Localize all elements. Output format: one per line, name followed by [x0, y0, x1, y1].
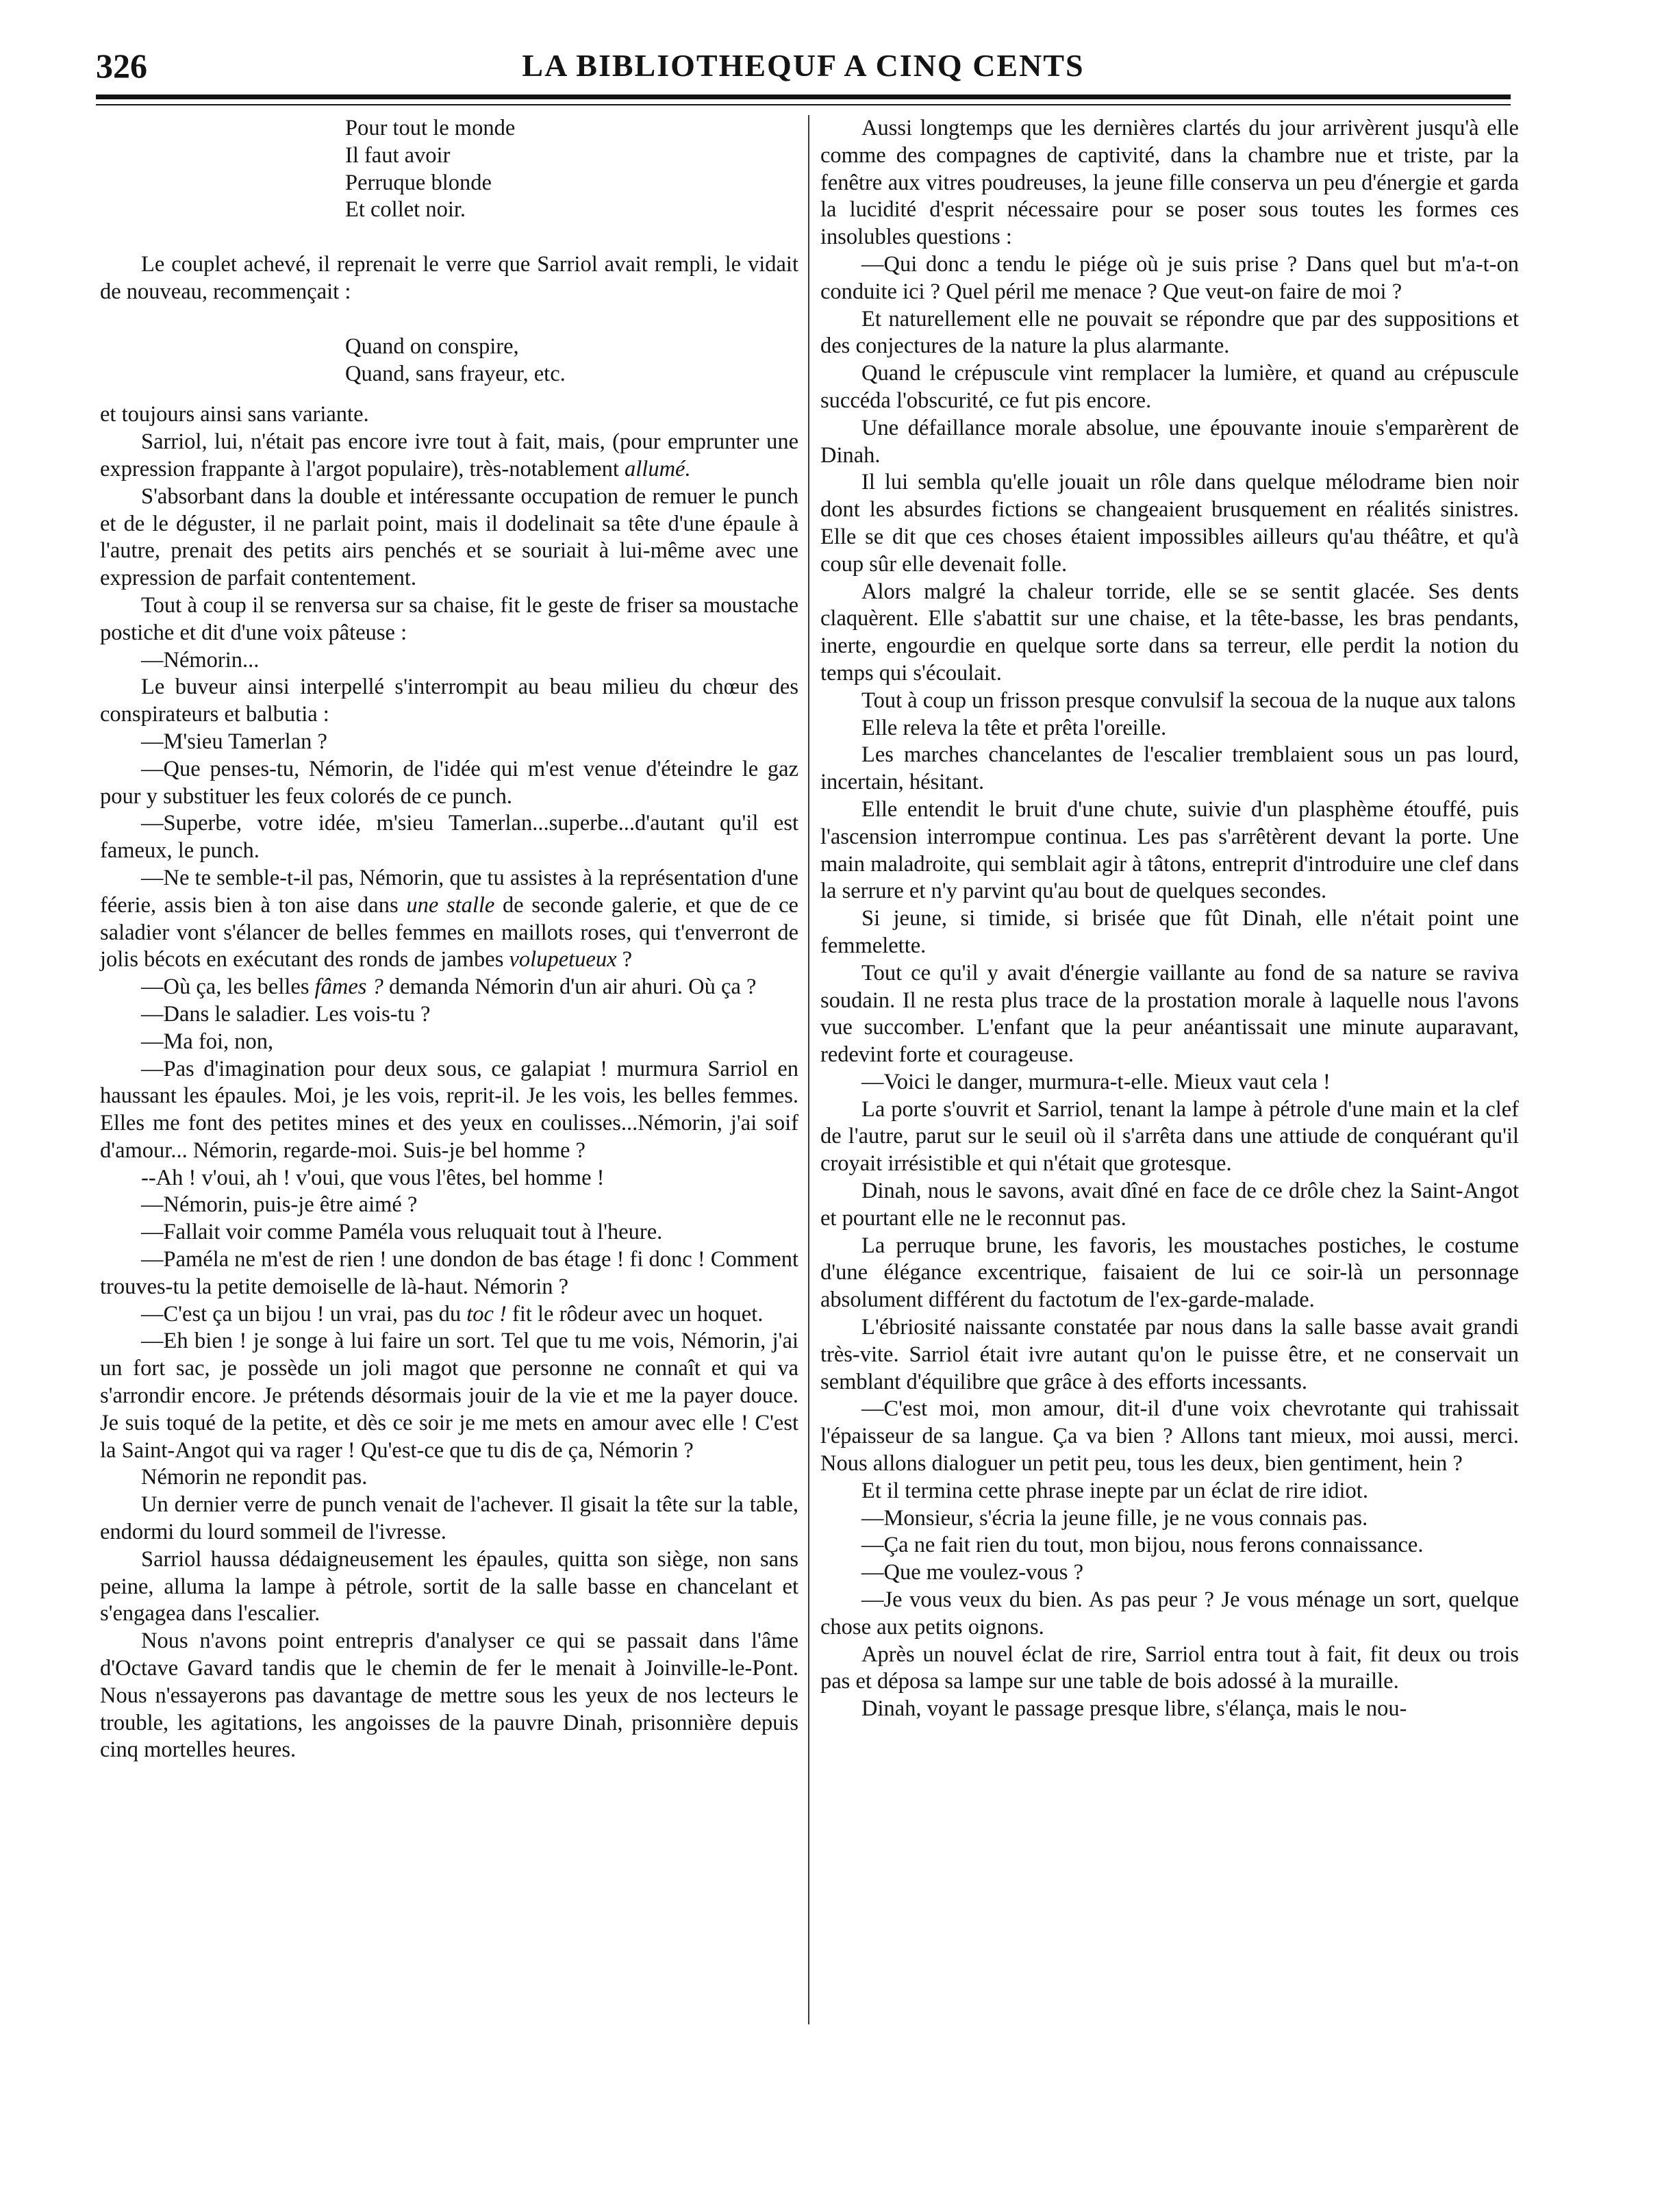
paragraph: —Monsieur, s'écria la jeune fille, je ne vous connais pas.: [861, 1505, 1368, 1531]
paragraph: Et il termina cette phrase inepte par un éclat de rire idiot.: [861, 1478, 1368, 1503]
paragraph: —Où ça, les belles fâmes ? demanda Némorin d'un air ahuri. Où ça ?: [141, 975, 757, 1000]
paragraph: —Que me voulez-vous ?: [861, 1560, 1084, 1585]
italic-text: allumé.: [625, 456, 691, 481]
paragraph: Le couplet achevé, il reprenait le verre que Sarriol avait rempli, le vidait de nouveau, recommençait :: [100, 252, 798, 304]
italic-text: volupetueux: [509, 947, 617, 972]
italic-text: une stalle: [406, 892, 495, 918]
page-header: [96, 40, 1511, 95]
page-number: 326: [96, 47, 147, 85]
paragraph: Une défaillance morale absolue, une épouvante inouie s'emparèrent de Dinah.: [820, 415, 1519, 468]
header-rule-thin: [96, 104, 1511, 105]
paragraph: —Fallait voir comme Paméla vous reluquait tout à l'heure.: [141, 1220, 663, 1245]
paragraph: Némorin ne repondit pas.: [141, 1465, 368, 1490]
paragraph: Tout à coup un frisson presque convulsif la secoua de la nuque aux talons: [861, 688, 1516, 713]
paragraph: Dinah, nous le savons, avait dîné en face de ce drôle chez la Saint-Angot et pourtant elle ne le reconnut pas.: [820, 1179, 1519, 1231]
running-title: LA BIBLIOTHEQUF A CINQ CENTS: [522, 48, 1085, 83]
paragraph: L'ébriosité naissante constatée par nous dans la salle basse avait grandi très-vite. Sarriol était ivre autant qu'on le puisse être, et ne conservait un semblant d'équilibre que grâce à des efforts incessants.: [820, 1315, 1519, 1394]
paragraph: Après un nouvel éclat de rire, Sarriol entra tout à fait, fit deux ou trois pas et déposa sa lampe sur une table de bois adossé à la muraille.: [820, 1642, 1519, 1694]
verse-line: Et collet noir.: [345, 197, 466, 223]
paragraph: —Némorin...: [141, 647, 260, 673]
verse-line: Quand, sans frayeur, etc.: [345, 361, 566, 386]
paragraph: —C'est ça un bijou ! un vrai, pas du toc ! fit le rôdeur avec un hoquet.: [141, 1301, 764, 1327]
verse-line: Il faut avoir: [345, 142, 451, 168]
paragraph: —Superbe, votre idée, m'sieu Tamerlan...superbe...d'autant qu'il est fameux, le punch.: [100, 811, 798, 864]
paragraph: S'absorbant dans la double et intéressante occupation de remuer le punch et de le déguster, il ne parlait point, mais il dodelinait sa tête d'une épaule à l'autre, prenait des petits airs penchés et se souriait à lui-même avec une expression de parfait contentement.: [100, 483, 798, 591]
left-column: [100, 115, 798, 1764]
paragraph: —Paméla ne m'est de rien ! une dondon de bas étage ! fi donc ! Comment trouves-tu la petite demoiselle de là-haut. Némorin ?: [100, 1247, 798, 1299]
paragraph: Dinah, voyant le passage presque libre, s'élança, mais le nou-: [861, 1696, 1407, 1722]
italic-text: toc !: [466, 1301, 507, 1327]
paragraph: Aussi longtemps que les dernières clartés du jour arrivèrent jusqu'à elle comme des compagnes de captivité, dans la chambre nue et triste, par la fenêtre aux vitres poudreuses, la jeune fille conserva un peu d'énergie et garda la lucidité d'esprit nécessaire pour se poser sous toutes les formes ces insolubles questions :: [820, 116, 1519, 250]
paragraph: La porte s'ouvrit et Sarriol, tenant la lampe à pétrole d'une main et la clef de l'autre, parut sur le seuil où il s'arrêta dans une attiude de conquérant qu'il croyait irrésistible et qui n'était que grotesque.: [820, 1096, 1519, 1177]
paragraph: —M'sieu Tamerlan ?: [141, 729, 327, 754]
verse-stanza: [345, 115, 798, 224]
paragraph: Alors malgré la chaleur torride, elle se se sentit glacée. Ses dents claquèrent. Elle s'abattit sur une chaise, et la tête-basse, les bras pendants, inerte, engourdie en quelque sorte dans sa terreur, elle perdit la notion du temps qui s'écoulait.: [820, 579, 1519, 686]
header-rule-thick: [96, 95, 1511, 99]
verse-stanza: [345, 334, 798, 388]
paragraph: —Ça ne fait rien du tout, mon bijou, nous ferons connaissance.: [861, 1533, 1424, 1558]
paragraph: —Pas d'imagination pour deux sous, ce galapiat ! murmura Sarriol en haussant les épaules. Moi, je les vois, reprit-il. Je les vois, les belles femmes. Elles me font des petites mines et des yeux en coulisses...Némorin, j'ai soif d'amour... Némorin, regarde-moi. Suis-je bel homme ?: [100, 1056, 798, 1163]
verse-line: Quand on conspire,: [345, 334, 519, 359]
paragraph: Si jeune, si timide, si brisée que fût Dinah, elle n'était point une femmelette.: [820, 906, 1519, 958]
italic-text: fâmes ?: [314, 975, 383, 1000]
paragraph: Il lui sembla qu'elle jouait un rôle dans quelque mélodrame bien noir dont les absurdes fictions se changeaient brusquement en réalités sinistres. Elle se dit que ces choses étaient impossibles ailleurs qu'au théâtre, et qu'à coup sûr elle devenait folle.: [820, 470, 1519, 577]
paragraph: Nous n'avons point entrepris d'analyser ce qui se passait dans l'âme d'Octave Gavard tandis que le chemin de fer le menait à Joinville-le-Pont. Nous n'essayerons pas davantage de mettre sous les yeux de nos lecteurs le trouble, les agitations, les angoisses de la pauvre Dinah, prisonnière depuis cinq mortelles heures.: [100, 1629, 798, 1763]
column-divider: [808, 115, 809, 2024]
verse-line: Pour tout le monde: [345, 116, 516, 140]
paragraph: Tout à coup il se renversa sur sa chaise, fit le geste de friser sa moustache postiche et dit d'une voix pâteuse :: [100, 592, 798, 645]
paragraph: —Ma foi, non,: [141, 1029, 274, 1054]
paragraph: Le buveur ainsi interpellé s'interrompit au beau milieu du chœur des conspirateurs et balbutia :: [100, 675, 798, 727]
paragraph: —Eh bien ! je songe à lui faire un sort. Tel que tu me vois, Némorin, j'ai un fort sac, je possède un joli magot que personne ne connaît et qui va s'arrondir encore. Je prétends désormais jouir de la vie et me la payer douce. Je suis toqué de la petite, et dès ce soir je me mets en amour avec elle ! C'est la Saint-Angot qui va rager ! Qu'est-ce que tu dis de ça, Némorin ?: [100, 1329, 798, 1463]
paragraph: —Némorin, puis-je être aimé ?: [141, 1192, 418, 1218]
paragraph: Sarriol, lui, n'était pas encore ivre tout à fait, mais, (pour emprunter une expression frappante à l'argot populaire), très-notablement allumé.: [100, 429, 798, 481]
paragraph: --Ah ! v'oui, ah ! v'oui, que vous l'êtes, bel homme !: [141, 1165, 605, 1190]
right-column: [820, 115, 1519, 1723]
verse-line: Perruque blonde: [345, 170, 492, 195]
paragraph: Tout ce qu'il y avait d'énergie vaillante au fond de sa nature se raviva soudain. Il ne resta plus trace de la prostation morale à laquelle nous l'avons vue succomber. L'enfant que la peur anéantissait une minute auparavant, redevint forte et courageuse.: [820, 960, 1519, 1068]
paragraph: Les marches chancelantes de l'escalier tremblaient sous un pas lourd, incertain, hésitant.: [820, 742, 1519, 795]
paragraph: Quand le crépuscule vint remplacer la lumière, et quand au crépuscule succéda l'obscurité, ce fut pis encore.: [820, 361, 1519, 413]
paragraph: —Que penses-tu, Némorin, de l'idée qui m'est venue d'éteindre le gaz pour y substituer les feux colorés de ce punch.: [100, 756, 798, 809]
paragraph: La perruque brune, les favoris, les moustaches postiches, le costume d'une élégance excentrique, faisaient de lui ce soir-là un personnage absolument différent du factotum de l'ex-garde-malade.: [820, 1233, 1519, 1313]
paragraph: Et naturellement elle ne pouvait se répondre que par des suppositions et des conjectures de la nature la plus alarmante.: [820, 306, 1519, 359]
paragraph: Un dernier verre de punch venait de l'achever. Il gisait la tête sur la table, endormi du lourd sommeil de l'ivresse.: [100, 1492, 798, 1545]
paragraph: Sarriol haussa dédaigneusement les épaules, quitta son siège, non sans peine, alluma la lampe à pétrole, sortit de la salle basse en chancelant et s'engagea dans l'escalier.: [100, 1546, 798, 1626]
paragraph: et toujours ainsi sans variante.: [100, 402, 369, 427]
paragraph: Elle entendit le bruit d'une chute, suivie d'un plasphème étouffé, puis l'ascension interrompue continua. Les pas s'arrêtèrent devant la porte. Une main maladroite, qui semblait agir à tâtons, entreprit d'introduire une clef dans la serrure et n'y parvint qu'au bout de quelques secondes.: [820, 796, 1519, 904]
paragraph: —Dans le saladier. Les vois-tu ?: [141, 1001, 431, 1027]
paragraph: —Voici le danger, murmura-t-elle. Mieux vaut cela !: [861, 1069, 1331, 1094]
paragraph: —C'est moi, mon amour, dit-il d'une voix chevrotante qui trahissait l'épaisseur de sa langue. Ça va bien ? Allons tant mieux, moi aussi, merci. Nous allons dialoguer un petit peu, tous les deux, bien gentiment, hein ?: [820, 1396, 1519, 1476]
paragraph: —Qui donc a tendu le piége où je suis prise ? Dans quel but m'a-t-on conduite ici ? Quel péril me menace ? Que veut-on faire de moi ?: [820, 251, 1519, 304]
paragraph: Elle releva la tête et prêta l'oreille.: [861, 715, 1167, 740]
paragraph: —Je vous veux du bien. As pas peur ? Je vous ménage un sort, quelque chose aux petits oignons.: [820, 1587, 1519, 1639]
paragraph: —Ne te semble-t-il pas, Némorin, que tu assistes à la représentation d'une féerie, assis bien à ton aise dans une stalle de seconde galerie, et que de ce saladier vont s'élancer de belles femmes en maillots roses, qui t'enverront de jolis bécots en exécutant des ronds de jambes volupetueux ?: [100, 865, 798, 972]
